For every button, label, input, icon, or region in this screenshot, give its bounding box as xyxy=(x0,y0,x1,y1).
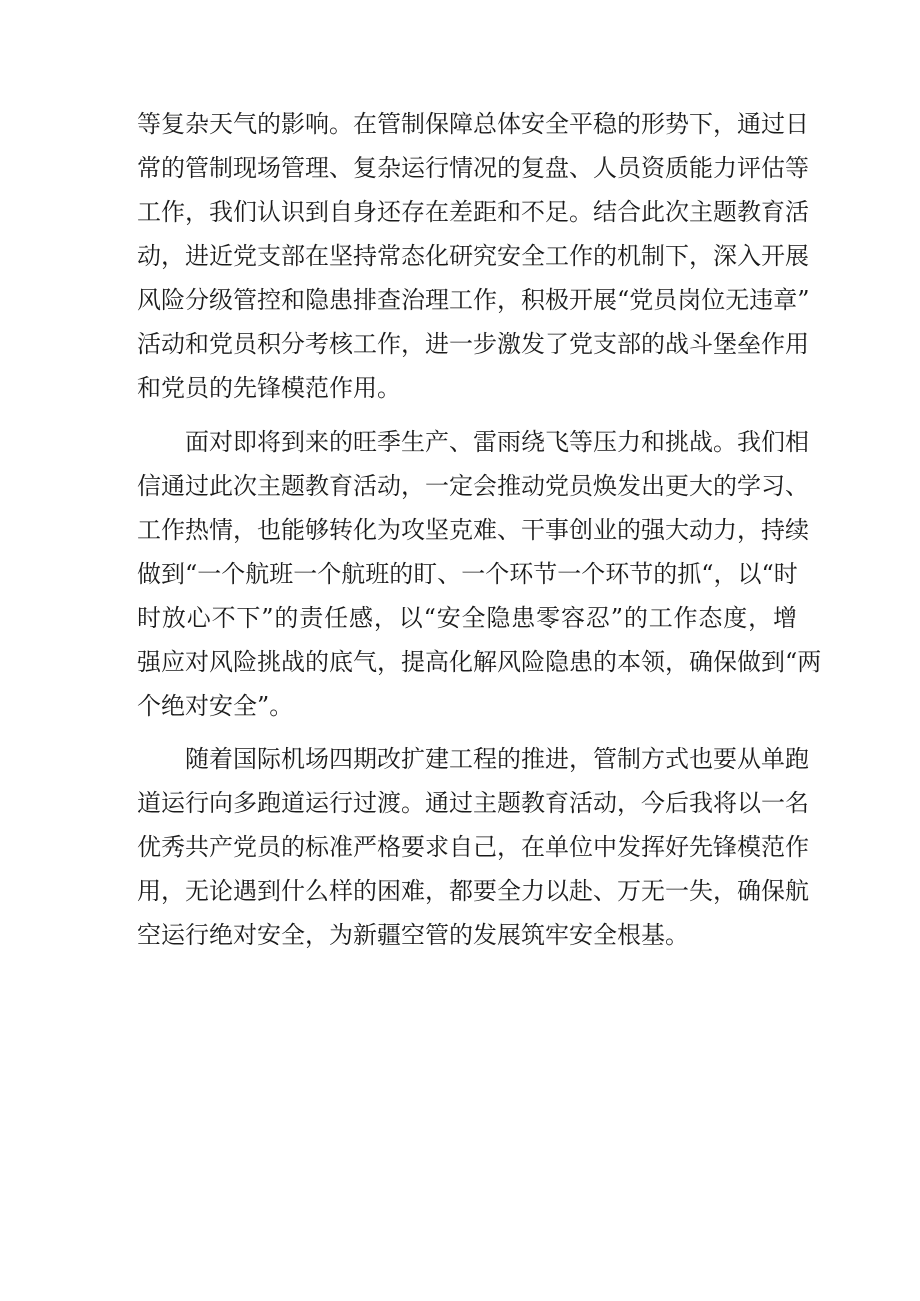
paragraph-line: 信通过此次主题教育活动，一定会推动党员焕发出更大的学习、 xyxy=(137,472,809,500)
paragraph-line: 常的管制现场管理、复杂运行情况的复盘、人员资质能力评估等 xyxy=(137,154,809,182)
paragraph-line: 个绝对安全”。 xyxy=(137,692,294,720)
paragraph-line: 工作热情，也能够转化为攻坚克难、干事创业的强大动力，持续 xyxy=(137,516,809,544)
paragraph-line: 优秀共产党员的标准严格要求自己，在单位中发挥好先锋模范作 xyxy=(137,833,809,861)
paragraph-line: 活动和党员积分考核工作，进一步激发了党支部的战斗堡垒作用 xyxy=(137,330,809,358)
paragraph-line: 道运行向多跑道运行过渡。通过主题教育活动，今后我将以一名 xyxy=(137,789,809,817)
paragraph-line: 和党员的先锋模范作用。 xyxy=(137,374,401,402)
paragraph-line: 随着国际机场四期改扩建工程的推进，管制方式也要从单跑 xyxy=(185,745,809,773)
paragraph-line: 等复杂天气的影响。在管制保障总体安全平稳的形势下，通过日 xyxy=(137,110,809,138)
paragraph-line: 用，无论遇到什么样的困难，都要全力以赴、万无一失，确保航 xyxy=(137,877,809,905)
paragraph-line: 风险分级管控和隐患排查治理工作，积极开展“党员岗位无违章” xyxy=(137,286,810,314)
paragraph-line: 工作，我们认识到自身还存在差距和不足。结合此次主题教育活 xyxy=(137,198,809,226)
paragraph-line: 空运行绝对安全，为新疆空管的发展筑牢安全根基。 xyxy=(137,921,689,949)
paragraph-2 xyxy=(137,420,822,728)
paragraph-3 xyxy=(137,737,809,957)
paragraph-line: 动，进近党支部在坚持常态化研究安全工作的机制下，深入开展 xyxy=(137,242,809,270)
paragraph-line: 做到“一个航班一个航班的盯、一个环节一个环节的抓“，以“时 xyxy=(137,560,798,588)
paragraph-line: 强应对风险挑战的底气，提高化解风险隐患的本领，确保做到“两 xyxy=(137,648,822,676)
paragraph-1 xyxy=(137,102,810,410)
paragraph-line: 面对即将到来的旺季生产、雷雨绕飞等压力和挑战。我们相 xyxy=(185,428,809,456)
paragraph-line: 时放心不下”的责任感，以“安全隐患零容忍”的工作态度，增 xyxy=(137,604,797,632)
